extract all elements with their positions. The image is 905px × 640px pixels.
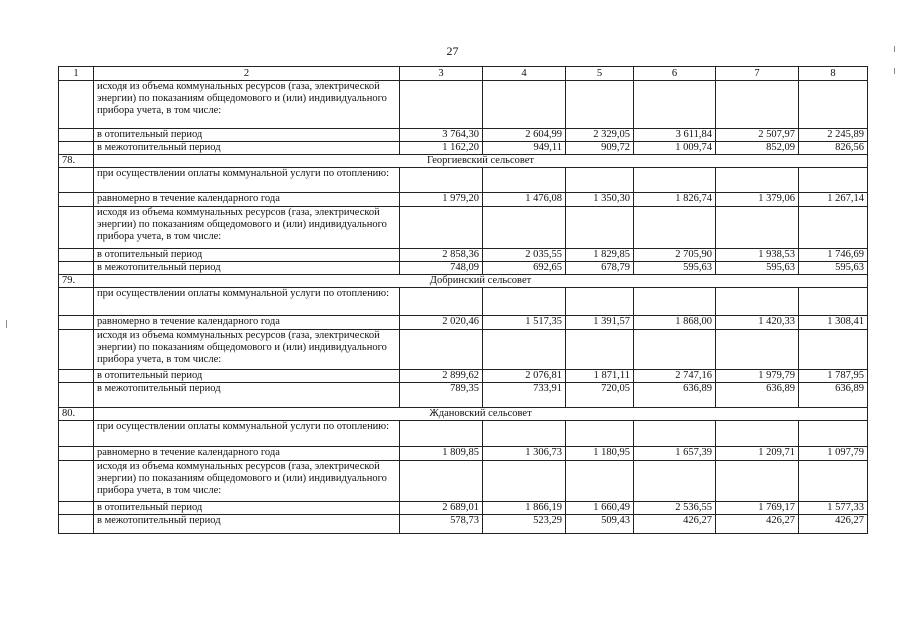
header-cell: 3 xyxy=(400,67,483,81)
value-cell: 1 391,57 xyxy=(566,316,634,330)
value-cell: 1 476,08 xyxy=(483,193,566,207)
empty-value-cell xyxy=(716,421,799,447)
value-cell: 1 826,74 xyxy=(634,193,716,207)
value-cell: 1 306,73 xyxy=(483,447,566,461)
table-row xyxy=(59,502,868,515)
empty-value-cell xyxy=(634,168,716,193)
row-label-cell: в отопительный период xyxy=(94,129,400,142)
empty-value-cell xyxy=(483,330,566,370)
value-cell: 733,91 xyxy=(483,383,566,408)
empty-value-cell xyxy=(634,421,716,447)
value-cell: 1 746,69 xyxy=(799,249,868,262)
header-cell: 6 xyxy=(634,67,716,81)
table-row xyxy=(59,316,868,330)
value-cell: 2 076,81 xyxy=(483,370,566,383)
value-cell: 2 705,90 xyxy=(634,249,716,262)
value-cell: 949,11 xyxy=(483,142,566,155)
row-number-cell xyxy=(59,383,94,408)
header-cell: 5 xyxy=(566,67,634,81)
row-number-cell xyxy=(59,316,94,330)
row-number-cell xyxy=(59,288,94,316)
page-number: 27 xyxy=(446,44,459,58)
empty-value-cell xyxy=(799,461,868,502)
value-cell: 1 267,14 xyxy=(799,193,868,207)
row-number-cell: 80. xyxy=(59,408,94,421)
value-cell: 826,56 xyxy=(799,142,868,155)
row-number-cell xyxy=(59,81,94,129)
row-label-cell: в межотопительный период xyxy=(94,515,400,534)
table-row xyxy=(59,383,868,408)
description-row xyxy=(59,461,868,502)
empty-value-cell xyxy=(483,288,566,316)
header-cell: 8 xyxy=(799,67,868,81)
margin-mark xyxy=(6,320,7,328)
value-cell: 2 507,97 xyxy=(716,129,799,142)
empty-value-cell xyxy=(799,168,868,193)
value-cell: 578,73 xyxy=(400,515,483,534)
empty-value-cell xyxy=(400,461,483,502)
group-header-row xyxy=(59,155,868,168)
value-cell: 2 604,99 xyxy=(483,129,566,142)
value-cell: 1 809,85 xyxy=(400,447,483,461)
row-number-cell xyxy=(59,193,94,207)
row-number-cell xyxy=(59,421,94,447)
value-cell: 909,72 xyxy=(566,142,634,155)
value-cell: 1 769,17 xyxy=(716,502,799,515)
margin-mark xyxy=(894,46,895,52)
empty-value-cell xyxy=(716,461,799,502)
empty-value-cell xyxy=(566,81,634,129)
value-cell: 1 938,53 xyxy=(716,249,799,262)
value-cell: 595,63 xyxy=(799,262,868,275)
row-number-cell: 78. xyxy=(59,155,94,168)
value-cell: 789,35 xyxy=(400,383,483,408)
row-label-cell: в межотопительный период xyxy=(94,262,400,275)
value-cell: 2 035,55 xyxy=(483,249,566,262)
value-cell: 3 764,30 xyxy=(400,129,483,142)
row-number-cell xyxy=(59,330,94,370)
empty-value-cell xyxy=(716,168,799,193)
empty-value-cell xyxy=(799,81,868,129)
empty-value-cell xyxy=(400,168,483,193)
row-label-cell: в отопительный период xyxy=(94,249,400,262)
row-number-cell xyxy=(59,249,94,262)
value-cell: 2 329,05 xyxy=(566,129,634,142)
description-cell: исходя из объема коммунальных ресурсов (газа, электрической энергии) по показаниям общедомового и (или) индивидуального прибора учета, в том числе: xyxy=(94,207,400,249)
value-cell: 523,29 xyxy=(483,515,566,534)
value-cell: 426,27 xyxy=(716,515,799,534)
value-cell: 2 020,46 xyxy=(400,316,483,330)
table-row xyxy=(59,447,868,461)
column-number-header-row xyxy=(59,67,868,81)
value-cell: 720,05 xyxy=(566,383,634,408)
value-cell: 2 245,89 xyxy=(799,129,868,142)
empty-value-cell xyxy=(400,421,483,447)
value-cell: 748,09 xyxy=(400,262,483,275)
row-number-cell xyxy=(59,168,94,193)
tariff-table xyxy=(58,66,868,534)
value-cell: 1 979,79 xyxy=(716,370,799,383)
row-label-cell: в межотопительный период xyxy=(94,142,400,155)
header-cell: 4 xyxy=(483,67,566,81)
value-cell: 692,65 xyxy=(483,262,566,275)
value-cell: 1 420,33 xyxy=(716,316,799,330)
value-cell: 1 660,49 xyxy=(566,502,634,515)
row-number-cell xyxy=(59,142,94,155)
table-row xyxy=(59,370,868,383)
row-number-cell xyxy=(59,502,94,515)
empty-value-cell xyxy=(566,461,634,502)
group-header-row xyxy=(59,275,868,288)
table-row xyxy=(59,249,868,262)
empty-value-cell xyxy=(400,288,483,316)
header-cell: 2 xyxy=(94,67,400,81)
description-row xyxy=(59,330,868,370)
value-cell: 636,89 xyxy=(634,383,716,408)
value-cell: 1 829,85 xyxy=(566,249,634,262)
group-header-row xyxy=(59,408,868,421)
empty-value-cell xyxy=(634,461,716,502)
empty-value-cell xyxy=(634,288,716,316)
row-label-cell: в отопительный период xyxy=(94,502,400,515)
description-cell: при осуществлении оплаты коммунальной услуги по отоплению: xyxy=(94,421,400,447)
empty-value-cell xyxy=(483,461,566,502)
empty-value-cell xyxy=(799,288,868,316)
value-cell: 2 858,36 xyxy=(400,249,483,262)
value-cell: 426,27 xyxy=(799,515,868,534)
empty-value-cell xyxy=(483,168,566,193)
empty-value-cell xyxy=(566,207,634,249)
group-name-cell: Ждановский сельсовет xyxy=(94,408,868,421)
row-number-cell xyxy=(59,262,94,275)
value-cell: 595,63 xyxy=(716,262,799,275)
value-cell: 3 611,84 xyxy=(634,129,716,142)
description-row xyxy=(59,421,868,447)
header-cell: 7 xyxy=(716,67,799,81)
row-number-cell xyxy=(59,370,94,383)
value-cell: 1 577,33 xyxy=(799,502,868,515)
row-number-cell xyxy=(59,461,94,502)
empty-value-cell xyxy=(566,288,634,316)
value-cell: 1 871,11 xyxy=(566,370,634,383)
row-label-cell: равномерно в течение календарного года xyxy=(94,193,400,207)
value-cell: 1 379,06 xyxy=(716,193,799,207)
value-cell: 2 899,62 xyxy=(400,370,483,383)
row-number-cell: 79. xyxy=(59,275,94,288)
group-name-cell: Добринский сельсовет xyxy=(94,275,868,288)
group-name-cell: Георгиевский сельсовет xyxy=(94,155,868,168)
empty-value-cell xyxy=(634,207,716,249)
empty-value-cell xyxy=(716,330,799,370)
row-number-cell xyxy=(59,129,94,142)
description-row xyxy=(59,168,868,193)
row-number-cell xyxy=(59,515,94,534)
description-cell: исходя из объема коммунальных ресурсов (газа, электрической энергии) по показаниям общедомового и (или) индивидуального прибора учета, в том числе: xyxy=(94,330,400,370)
empty-value-cell xyxy=(716,81,799,129)
description-cell: при осуществлении оплаты коммунальной услуги по отоплению: xyxy=(94,288,400,316)
empty-value-cell xyxy=(566,168,634,193)
empty-value-cell xyxy=(566,421,634,447)
empty-value-cell xyxy=(716,288,799,316)
value-cell: 1 517,35 xyxy=(483,316,566,330)
row-label-cell: в межотопительный период xyxy=(94,383,400,408)
value-cell: 1 209,71 xyxy=(716,447,799,461)
empty-value-cell xyxy=(799,330,868,370)
value-cell: 2 536,55 xyxy=(634,502,716,515)
description-cell: исходя из объема коммунальных ресурсов (газа, электрической энергии) по показаниям общедомового и (или) индивидуального прибора учета, в том числе: xyxy=(94,461,400,502)
empty-value-cell xyxy=(634,330,716,370)
empty-value-cell xyxy=(483,207,566,249)
description-cell: при осуществлении оплаты коммунальной услуги по отоплению: xyxy=(94,168,400,193)
empty-value-cell xyxy=(400,330,483,370)
value-cell: 1 097,79 xyxy=(799,447,868,461)
header-cell: 1 xyxy=(59,67,94,81)
empty-value-cell xyxy=(634,81,716,129)
table-row xyxy=(59,262,868,275)
empty-value-cell xyxy=(716,207,799,249)
value-cell: 1 868,00 xyxy=(634,316,716,330)
value-cell: 678,79 xyxy=(566,262,634,275)
description-cell: исходя из объема коммунальных ресурсов (газа, электрической энергии) по показаниям общедомового и (или) индивидуального прибора учета, в том числе: xyxy=(94,81,400,129)
row-label-cell: равномерно в течение календарного года xyxy=(94,447,400,461)
description-row xyxy=(59,207,868,249)
row-number-cell xyxy=(59,207,94,249)
row-label-cell: равномерно в течение календарного года xyxy=(94,316,400,330)
value-cell: 2 747,16 xyxy=(634,370,716,383)
row-label-cell: в отопительный период xyxy=(94,370,400,383)
value-cell: 1 787,95 xyxy=(799,370,868,383)
description-row xyxy=(59,288,868,316)
empty-value-cell xyxy=(566,330,634,370)
value-cell: 636,89 xyxy=(799,383,868,408)
value-cell: 595,63 xyxy=(634,262,716,275)
value-cell: 1 180,95 xyxy=(566,447,634,461)
empty-value-cell xyxy=(799,207,868,249)
value-cell: 1 350,30 xyxy=(566,193,634,207)
value-cell: 2 689,01 xyxy=(400,502,483,515)
empty-value-cell xyxy=(400,207,483,249)
value-cell: 1 979,20 xyxy=(400,193,483,207)
value-cell: 1 657,39 xyxy=(634,447,716,461)
value-cell: 1 866,19 xyxy=(483,502,566,515)
table-row xyxy=(59,142,868,155)
value-cell: 1 009,74 xyxy=(634,142,716,155)
empty-value-cell xyxy=(400,81,483,129)
table-row xyxy=(59,515,868,534)
value-cell: 1 162,20 xyxy=(400,142,483,155)
value-cell: 509,43 xyxy=(566,515,634,534)
empty-value-cell xyxy=(483,81,566,129)
value-cell: 426,27 xyxy=(634,515,716,534)
value-cell: 636,89 xyxy=(716,383,799,408)
value-cell: 852,09 xyxy=(716,142,799,155)
table-row xyxy=(59,193,868,207)
margin-mark xyxy=(894,68,895,74)
table-row xyxy=(59,129,868,142)
row-number-cell xyxy=(59,447,94,461)
empty-value-cell xyxy=(483,421,566,447)
value-cell: 1 308,41 xyxy=(799,316,868,330)
description-row xyxy=(59,81,868,129)
empty-value-cell xyxy=(799,421,868,447)
